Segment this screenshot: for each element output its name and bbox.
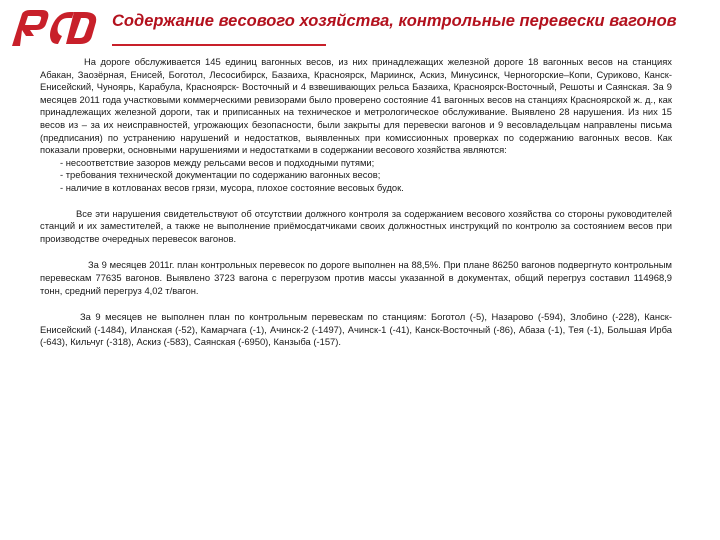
page-title: Содержание весового хозяйства, контрольные перевески вагонов [112,12,677,30]
bullet-item: - требования технической документации по содержанию вагонных весов; [60,169,381,181]
rzd-logo-icon [8,6,104,52]
paragraph-violations: Все эти нарушения свидетельствуют об отсутствии должного контроля за содержанием весового хозяйства со стороны руководителей станций и их заместителей, а также не выполнение приёмосдатчиками своих должностных инструкций по контролю за состоянием весов при производстве очередных перевесок вагонов. [40,207,672,244]
paragraph-stations-list: За 9 месяцев не выполнен план по контрольным перевескам по станциям: Боготол (-5), Назарово (-594), Злобино (-228), Канск-Енисейский (-1484), Иланская (-52), Камарчага (-1), Ачинск-2 (-1497), Ачинск-1 (-41), Канск-Восточный (-86), Абаза (-1), Тея (-1), Большая Ирба (-643), Кильчуг (-318), Аскиз (-583), Саянская (-6950), Канзыба (-157). [40,311,672,348]
paragraph-weighing-facilities: На дороге обслуживается 145 единиц вагонных весов, из них принадлежащих железной дороге 18 вагонных весов на станциях Абакан, Заозёрная, Енисей, Боготол, Лесосибирск, Базаиха, Красноярск, Мариинск, Аскиз, Минусинск, Черногорские–Копи, Суриково, Канск-Енисейский, Чуноярь, Карабула, Красноярск- Восточный и 4 взвешивающих рельса Базаиха, Красноярск-Восточный, Решоты и Саянская. За 9 месяцев 2011 года участковыми коммерческими ревизорами было проверено состояние 41 вагонных весов на станциях Красноярской ж. д., как принадлежащих железной дороги, так и приписанных на техническое и метрологическое обслуживание. Выявлено 28 нарушения. Из них 15 весов из – за их неисправностей, угрожающих безопасности, были закрыты для перевески вагонов и 9 весовладельцам направлены письма (предписания) по устранению нарушений и недостатков, выявленных при комиссионных проверках по содержанию вагонных весов. Как показали проверки, основными нарушениями и недостатками в содержании весового хозяйства являются: [40,56,672,156]
document-body [40,56,672,349]
bullet-item: - несоответствие зазоров между рельсами весов и подходными путями; [60,156,375,168]
bullet-item: - наличие в котлованах весов грязи, мусора, плохое состояние весовых будок. [60,181,404,193]
title-underline [112,44,326,46]
paragraph-weighing-plan: За 9 месяцев 2011г. план контрольных перевесок по дороге выполнен на 88,5%. При плане 86250 вагонов подвергнуто контрольным перевескам 77635 вагонов. Выявлено 3723 вагона с перегрузом против массы указанной в документах, общий перегруз составил 114968,9 тонн, средний перегруз 4,02 т/вагон. [40,259,672,296]
